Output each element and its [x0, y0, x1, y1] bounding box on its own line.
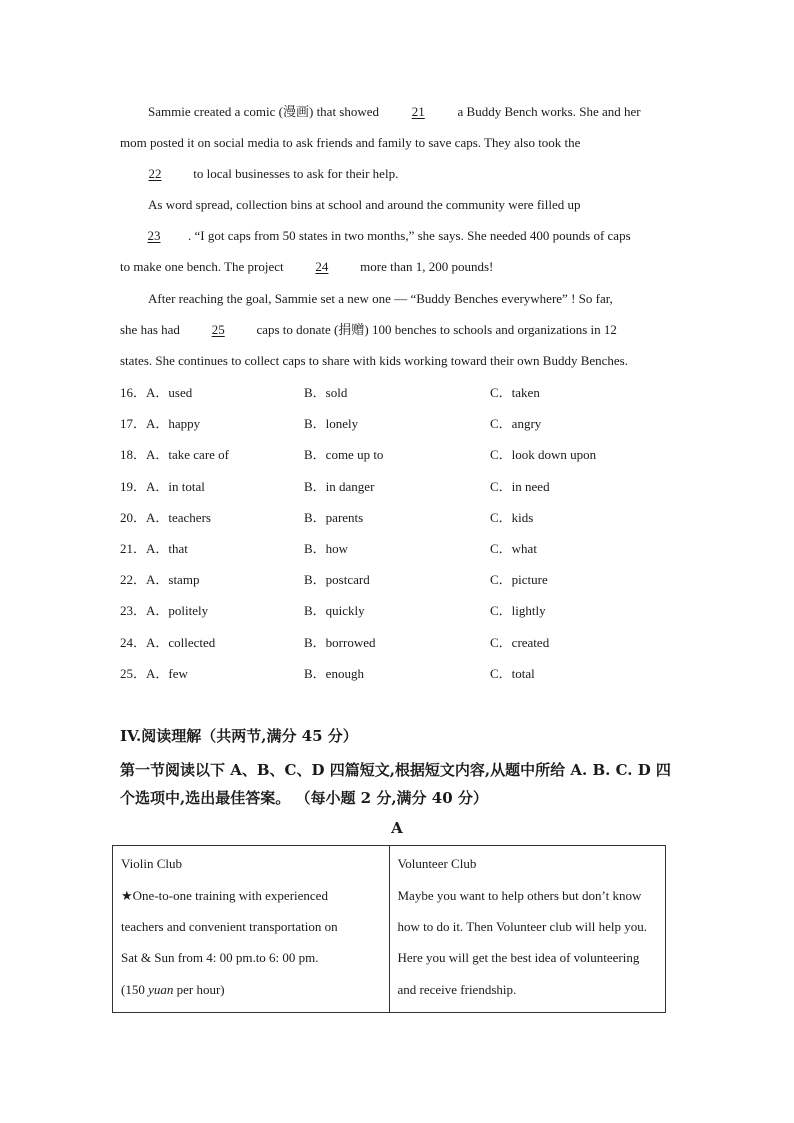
option-a[interactable]: 25．A．few: [120, 665, 188, 681]
text-line: Sammie created a comic (漫画) that showed 21 a Buddy Bench works. She and her: [120, 96, 680, 127]
option-b[interactable]: B．postcard: [304, 572, 370, 588]
answer-options: [120, 377, 680, 689]
club-name: Volunteer Club: [397, 856, 477, 871]
text-line: 23 . “I got caps from 50 states in two months,” she says. She needed 400 pounds of caps: [120, 220, 680, 251]
option-b[interactable]: B．come up to: [304, 447, 384, 463]
question-row: [120, 658, 680, 689]
option-c[interactable]: C．kids: [490, 509, 534, 525]
option-a[interactable]: 24．A．collected: [120, 634, 216, 650]
club-name: Violin Club: [121, 856, 182, 871]
blank-21[interactable]: 21: [411, 104, 425, 119]
option-a[interactable]: 18．A．take care of: [120, 447, 230, 463]
blank-22[interactable]: 22: [148, 166, 162, 181]
text-line: After reaching the goal, Sammie set a new one — “Buddy Benches everywhere” ! So far,: [148, 291, 613, 306]
option-c[interactable]: C．lightly: [490, 603, 546, 619]
question-row: [120, 595, 680, 626]
blank-25[interactable]: 25: [211, 322, 225, 337]
clubs-table: [112, 845, 666, 1013]
passage-paragraph-3: [120, 283, 680, 376]
table-row: [113, 846, 666, 1013]
option-c[interactable]: C．total: [490, 665, 535, 681]
option-b[interactable]: B．parents: [304, 509, 364, 525]
text-line: mom posted it on social media to ask friends and family to save caps. They also took the: [120, 135, 581, 150]
question-row: [120, 408, 680, 439]
option-a[interactable]: 19．A．in total: [120, 478, 205, 494]
option-a[interactable]: 21．A．that: [120, 540, 188, 556]
text-line: states. She continues to collect caps to share with kids working toward their own Buddy Benches.: [120, 353, 628, 368]
option-b[interactable]: B．how: [304, 540, 349, 556]
club-desc-line: and receive friendship.: [397, 981, 517, 997]
option-c[interactable]: C．in need: [490, 478, 550, 494]
text-line: she has had 25 caps to donate (捐赠) 100 benches to schools and organizations in 12: [120, 314, 680, 345]
club-desc-line: how to do it. Then Volunteer club will help you.: [397, 919, 648, 935]
option-b[interactable]: B．enough: [304, 665, 364, 681]
question-row: [120, 502, 680, 533]
text-line: 22 to local businesses to ask for their help.: [120, 158, 680, 189]
club-price: (150 yuan per hour): [121, 981, 225, 997]
club-desc-line: teachers and convenient transportation on: [121, 919, 338, 935]
option-b[interactable]: B．quickly: [304, 603, 365, 619]
volunteer-club-cell: [389, 846, 666, 1013]
instruction-line: 第一节阅读以下 A、B、C、D 四篇短文,根据短文内容,从题中所给 A. B. C. D 四: [120, 761, 671, 779]
option-a[interactable]: 17．A．happy: [120, 416, 201, 432]
option-b[interactable]: B．in danger: [304, 478, 375, 494]
blank-24[interactable]: 24: [315, 259, 329, 274]
option-a[interactable]: 16．A．used: [120, 385, 193, 400]
question-row: [120, 439, 680, 470]
option-b[interactable]: B．lonely: [304, 416, 359, 432]
question-row: [120, 377, 680, 408]
question-row: [120, 564, 680, 595]
question-row: [120, 533, 680, 564]
text-line: As word spread, collection bins at school and around the community were filled up: [148, 197, 581, 212]
club-desc-line: Sat & Sun from 4: 00 pm.to 6: 00 pm.: [121, 950, 319, 966]
club-desc-line: ★One-to-one training with experienced: [121, 888, 328, 903]
option-b[interactable]: B．borrowed: [304, 634, 376, 650]
option-a[interactable]: 20．A．teachers: [120, 509, 211, 525]
passage-label: A: [391, 819, 403, 837]
blank-23[interactable]: 23: [147, 228, 161, 243]
option-c[interactable]: C．look down upon: [490, 447, 597, 463]
option-a[interactable]: 23．A．politely: [120, 603, 209, 619]
option-a[interactable]: 22．A．stamp: [120, 572, 200, 588]
question-row: [120, 471, 680, 502]
text-line: to make one bench. The project 24 more than 1, 200 pounds!: [120, 251, 680, 282]
section-title: IV.阅读理解（共两节,满分 45 分）: [120, 727, 358, 745]
question-row: [120, 627, 680, 658]
option-c[interactable]: C．created: [490, 634, 550, 650]
section-instructions: [120, 756, 680, 812]
passage-paragraph-1: [120, 96, 680, 189]
club-desc-line: Here you will get the best idea of volunteering: [397, 950, 640, 966]
option-c[interactable]: C．angry: [490, 416, 542, 432]
violin-club-cell: [113, 846, 390, 1013]
option-c[interactable]: C．picture: [490, 572, 548, 588]
option-c[interactable]: C．what: [490, 540, 537, 556]
club-desc-line: Maybe you want to help others but don’t know: [397, 888, 642, 903]
passage-paragraph-2: [120, 189, 680, 282]
option-b[interactable]: B．sold: [304, 385, 348, 400]
option-c[interactable]: C．taken: [490, 385, 540, 400]
instruction-line: 个选项中,选出最佳答案。 （每小题 2 分,满分 40 分）: [120, 789, 488, 807]
